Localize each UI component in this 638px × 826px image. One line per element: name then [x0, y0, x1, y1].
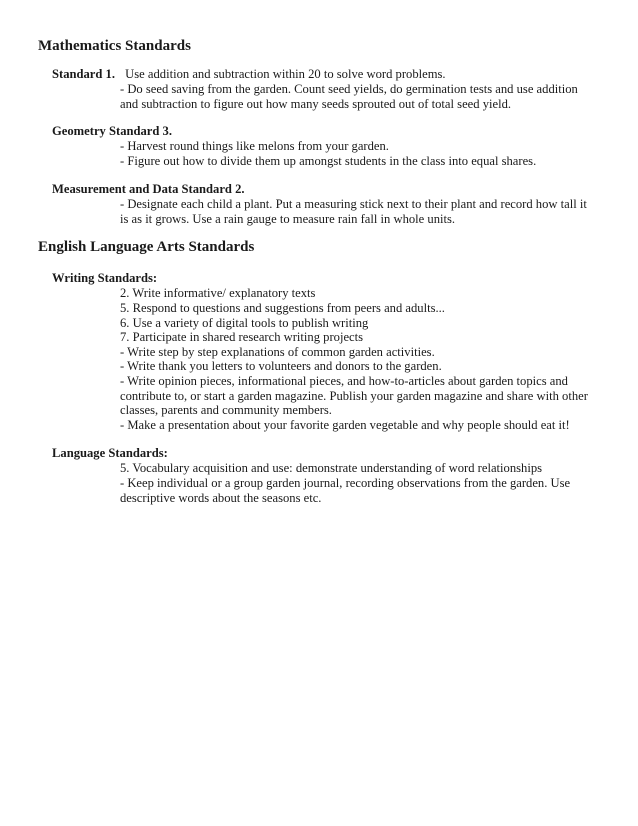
geometry-line: - Figure out how to divide them up amongst students in the class into equal shares.: [120, 154, 537, 168]
writing-line: 2. Write informative/ explanatory texts: [120, 286, 316, 300]
writing-line: 6. Use a variety of digital tools to publish writing: [120, 316, 369, 330]
standard-1-text: Use addition and subtraction within 20 to solve word problems.: [125, 67, 446, 81]
writing-line: - Write thank you letters to volunteers and donors to the garden.: [120, 359, 442, 373]
geometry-standard-heading: Geometry Standard 3.: [52, 124, 172, 138]
measurement-standard-heading: Measurement and Data Standard 2.: [52, 182, 245, 196]
standard-1-label: Standard 1.: [52, 67, 115, 81]
geometry-line: - Harvest round things like melons from your garden.: [120, 139, 389, 153]
language-standards-heading: Language Standards:: [52, 446, 168, 460]
writing-standards-heading: Writing Standards:: [52, 271, 158, 285]
ela-section-title: English Language Arts Standards: [38, 239, 255, 255]
writing-line: 5. Respond to questions and suggestions from peers and adults...: [120, 301, 445, 315]
language-line: descriptive words about the seasons etc.: [120, 491, 322, 505]
writing-line: 7. Participate in shared research writing projects: [120, 330, 364, 344]
writing-line: classes, parents and community members.: [120, 403, 332, 417]
language-line: 5. Vocabulary acquisition and use: demonstrate understanding of word relationships: [120, 461, 543, 475]
writing-line: - Write step by step explanations of common garden activities.: [120, 345, 435, 359]
writing-line: - Make a presentation about your favorite garden vegetable and why people should eat it!: [120, 418, 570, 432]
standard-1-heading: [52, 67, 446, 82]
measurement-line: - Designate each child a plant. Put a measuring stick next to their plant and record how tall it: [120, 197, 587, 211]
language-line: - Keep individual or a group garden journal, recording observations from the garden. Use: [120, 476, 571, 490]
math-section-title: Mathematics Standards: [38, 38, 191, 54]
writing-line: contribute to, or start a garden magazine. Publish your garden magazine and share with other: [120, 389, 588, 403]
measurement-line: is as it grows. Use a rain gauge to measure rain fall in whole units.: [120, 212, 456, 226]
writing-line: - Write opinion pieces, informational pieces, and how-to-articles about garden topics and: [120, 374, 568, 388]
standard-1-line: and subtraction to figure out how many seeds sprouted out of total seed yield.: [120, 97, 512, 111]
standard-1-line: - Do seed saving from the garden. Count seed yields, do germination tests and use addition: [120, 82, 578, 96]
